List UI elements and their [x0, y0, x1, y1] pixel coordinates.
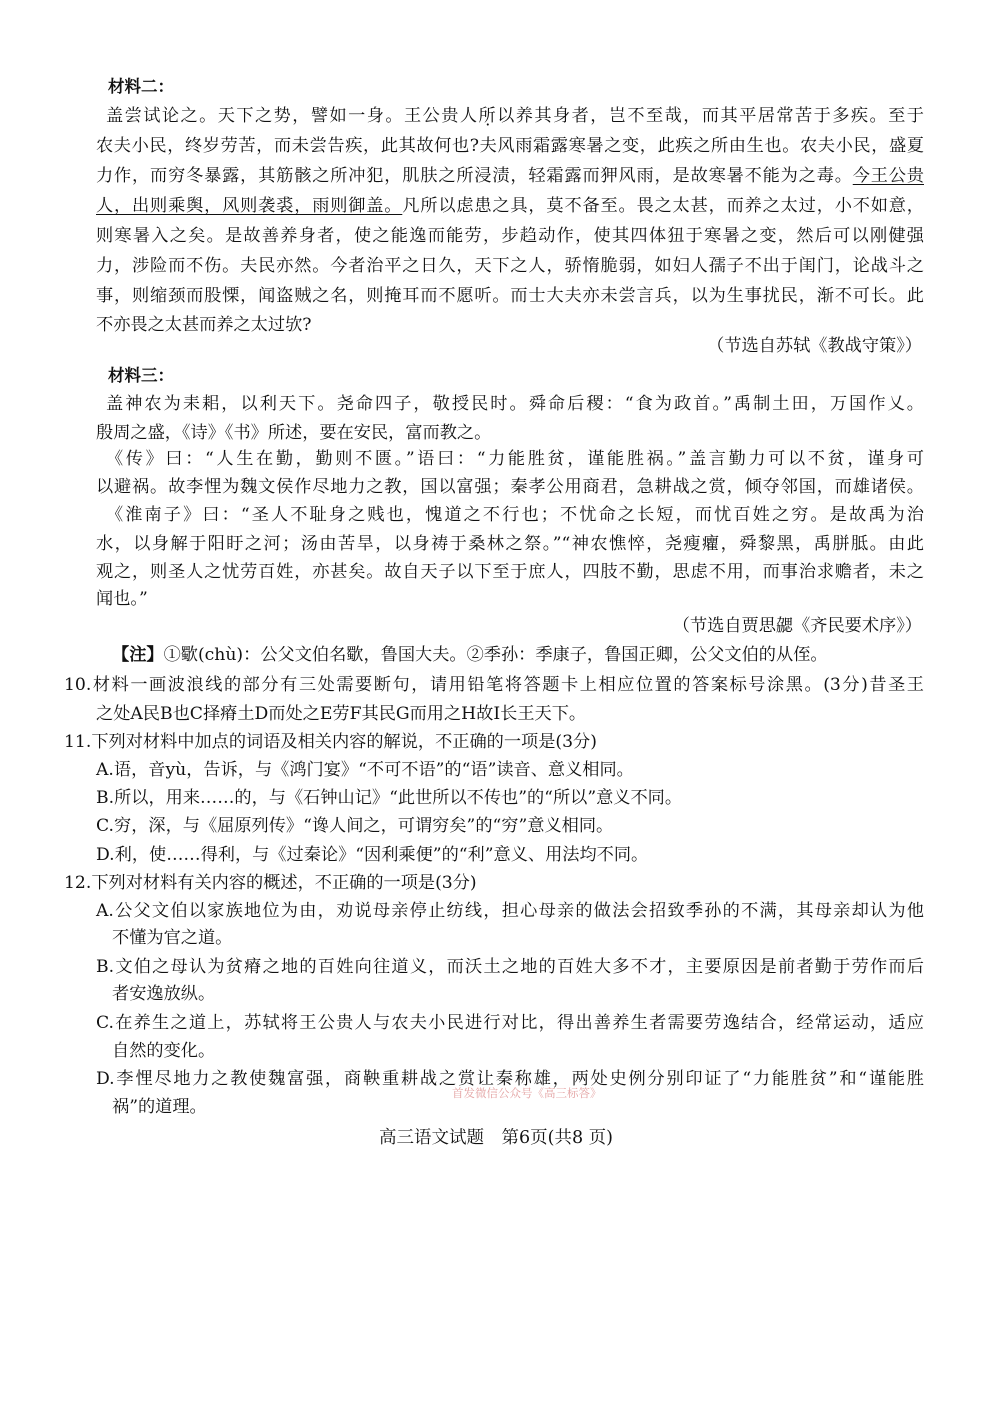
q12-option-a-line-1: A.公父文伯以家族地位为由，劝说母亲停止纺线，担心母亲的做法会招致季孙的不满，其母亲却认为他: [96, 901, 924, 921]
q11-option-d: D.利，使……得利，与《过秦论》“因利乘便”的“利”意义、用法均不同。: [96, 845, 649, 865]
material2-heading: 材料二：: [108, 77, 174, 96]
page-footer: 高三语文试题 第6页(共8 页): [379, 1128, 613, 1148]
q12-option-b-line-1: B.文伯之母认为贫瘠之地的百姓向往道义，而沃土之地的百姓大多不才，主要原因是前者勤于劳作而后: [96, 957, 924, 977]
material3-p3-line-1: 《淮南子》曰：“圣人不耻身之贱也，愧道之不行也；不忧命之长短，而忧百姓之穷。是故禹为治: [106, 505, 924, 525]
note: [112, 640, 924, 670]
material3-p2-line-2: 以避祸。故李悝为魏文侯作尽地力之教，国以富强；秦孝公用商君，急耕战之赏，倾夺邻国，而雄诸侯。: [96, 477, 924, 497]
material2-line-1: [106, 101, 924, 131]
material2-line-2: 农夫小民，终岁劳苦，而未尝告疾，此其故何也?夫风雨霜露寒暑之变，此疾之所由生也。农夫小民，盛夏: [96, 136, 924, 156]
q12-option-c-line-1: C.在养生之道上，苏轼将王公贵人与农夫小民进行对比，得出善养生者需要劳逸结合，经常运动，适应: [96, 1013, 924, 1033]
material2-line-1c: 以养其身者，岂不至哉，而其平居常苦于多疾。至于: [497, 106, 924, 126]
material3-p3-line-3: 观之，则圣人之忧劳百姓，亦甚矣。故自天子以下至于庶人，四肢不勤，思虑不用，而事治求赡者，未之: [96, 562, 924, 582]
material2-line-7: 事，则缩颈而股慄，闻盗贼之名，则掩耳而不愿听。而士大夫亦未尝言兵，以为生事扰民，渐不可长。此: [96, 286, 924, 306]
material2-line-4: [96, 191, 924, 221]
q10-line-2: 之处A民B也C择瘠土D而处之E劳F其民G而用之H故I长王天下。: [96, 704, 587, 724]
q12-option-a-line-2: 不懂为官之道。: [112, 928, 233, 948]
q11-option-b: B.所以，用来……的，与《石钟山记》“此世所以不传也”的“所以”意义不同。: [96, 788, 683, 808]
q11-option-c: C.穷，深，与《屈原列传》“谗人间之，可谓穷矣”的“穷”意义相同。: [96, 816, 614, 836]
underlined-sentence-part1: 今王公贵: [852, 166, 924, 186]
material2-line-1a: 盖尝试论之。天下之势，譬如一身。王公贵人: [106, 106, 479, 126]
material3-p3-line-4: 闻也。”: [96, 589, 148, 609]
q12-option-c-line-2: 自然的变化。: [112, 1041, 216, 1061]
material2-source: （节选自苏轼《教战守策》）: [707, 336, 922, 356]
material2-line-5: 则寒暑入之矣。是故善养身者，使之能逸而能劳，步趋动作，使其四体狃于寒暑之变，然后可以刚健强: [96, 226, 924, 246]
material2-line-3a: 力作，而穷冬暴露，其筋骸之所冲犯，肌肤之所浸渍，轻霜露而狎风雨，是故寒暑不能为之毒。: [96, 166, 853, 186]
note-text: ①歜(chù)：公父文伯名歜，鲁国大夫。②季孙：季康子，鲁国正卿，公父文伯的从侄。: [163, 645, 828, 665]
material3-heading: 材料三：: [108, 366, 174, 385]
q12-stem: 12.下列对材料有关内容的概述，不正确的一项是(3分): [64, 873, 477, 893]
q10-line-1: 10.材料一画波浪线的部分有三处需要断句，请用铅笔将答题卡上相应位置的答案标号涂黑。(3分)昔圣王: [64, 675, 924, 695]
material3-p1-line-1: 盖神农为耒耜，以利天下。尧命四子，敬授民时。舜命后稷：“食为政首。”禹制土田，万国作乂。: [106, 394, 924, 414]
q12-option-b-line-2: 者安逸放纵。: [112, 984, 216, 1004]
material3-p2-line-1: 《传》曰：“人生在勤，勤则不匮。”语曰：“力能胜贫，谨能胜祸。”盖言勤力可以不贫，谨身可: [106, 449, 924, 469]
material3-source: （节选自贾思勰《齐民要术序》）: [672, 616, 922, 636]
material2-line-3: [96, 161, 924, 191]
q11-option-a: A.语，音yù，告诉，与《鸿门宴》“不可不语”的“语”读音、意义相同。: [96, 760, 634, 780]
q12-option-d-line-1: D.李悝尽地力之教使魏富强，商鞅重耕战之赏让秦称雄，两处史例分别印证了“力能胜贫”和“谨能胜: [96, 1069, 924, 1089]
material2-line-4b: 凡所以虑患之具，莫不备至。畏之太甚，而养之太过，小不如意，: [402, 196, 924, 216]
material3-p3-line-2: 水，以身解于阳盱之河；汤由苦旱，以身祷于桑林之祭。”“神农憔悴，尧瘦癯，舜黎黑，禹胼胝。由此: [96, 534, 924, 554]
dotted-word-suoyi: 所: [478, 106, 498, 126]
q11-stem: 11.下列对材料中加点的词语及相关内容的解说，不正确的一项是(3分): [64, 732, 597, 752]
note-label: 【注】: [112, 645, 164, 665]
material3-p1-line-2: 殷周之盛，《诗》《书》所述，要在安民，富而教之。: [96, 423, 492, 443]
underlined-sentence-part2: 人，出则乘舆，风则袭裘，雨则御盖。: [96, 196, 403, 216]
material2-line-6: 力，涉险而不伤。夫民亦然。今者治平之日久，天下之人，骄惰脆弱，如妇人孺子不出于闺门，论战斗之: [96, 256, 924, 276]
q12-option-d-line-2: 祸”的道理。: [112, 1097, 207, 1117]
material2-line-8: 不亦畏之太甚而养之太过欤?: [96, 315, 312, 335]
watermark: 首发微信公众号《高三标答》: [452, 1086, 602, 1100]
